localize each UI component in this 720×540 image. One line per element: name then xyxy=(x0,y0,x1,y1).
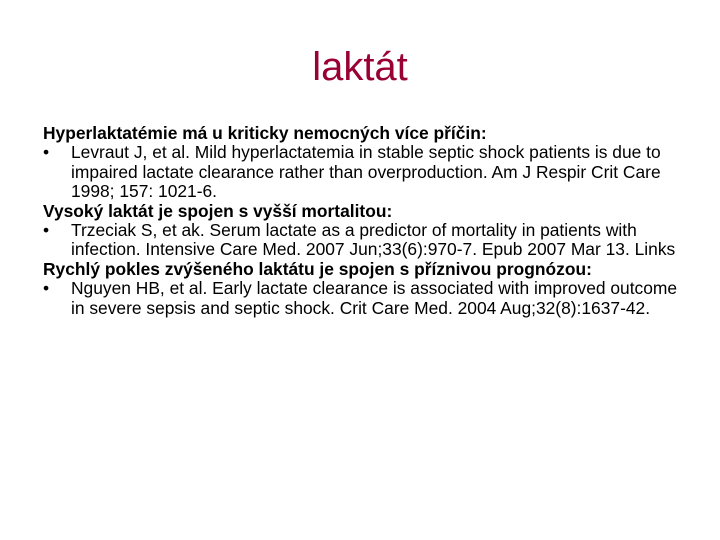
section-heading-mortality: Vysoký laktát je spojen s vyšší mortalitou: xyxy=(43,200,393,221)
reference-levraut xyxy=(43,143,693,201)
reference-text: Nguyen HB, et al. Early lactate clearance is associated with improved outcome in severe sepsis and septic shock. Crit Care Med. 2004 Aug;32(8):1637-42. xyxy=(71,278,678,318)
reference-text: Levraut J, et al. Mild hyperlactatemia in stable septic shock patients is due to impaired lactate clearance rather than overproduction. Am J Respir Crit Care 1998; 157: 1021-6. xyxy=(71,142,661,202)
section-heading-prognosis: Rychlý pokles zvýšeného laktátu je spojen s příznivou prognózou: xyxy=(43,258,592,279)
slide-title: laktát xyxy=(312,45,408,89)
bullet-icon: • xyxy=(43,220,50,241)
reference-nguyen xyxy=(43,279,693,318)
section-heading-causes: Hyperlaktatémie má u kriticky nemocných více příčin: xyxy=(43,123,487,143)
reference-text: Trzeciak S, et ak. Serum lactate as a predictor of mortality in patients with infection. Intensive Care Med. 2007 Jun;33(6):970-7. Epub 2007 Mar 13. Links xyxy=(71,220,676,260)
bullet-icon: • xyxy=(43,142,50,163)
reference-trzeciak xyxy=(43,221,693,260)
bullet-icon: • xyxy=(43,278,50,299)
slide-content xyxy=(43,124,693,318)
